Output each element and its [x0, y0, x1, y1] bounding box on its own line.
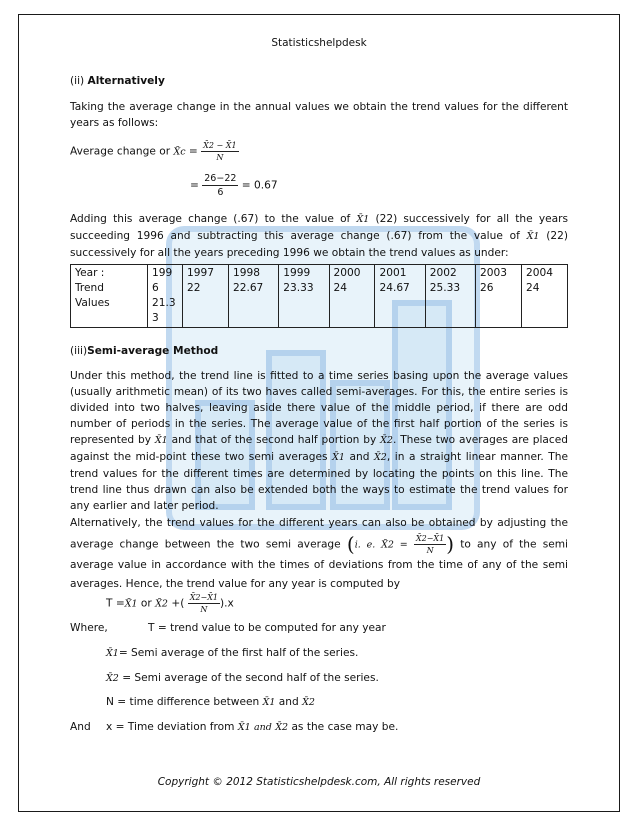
trend-formula: [106, 592, 234, 615]
x1-symbol: X̄1: [332, 452, 345, 463]
x1-symbol: X̄1: [124, 598, 138, 610]
text: or: [140, 597, 152, 610]
equals: =: [188, 145, 198, 158]
where-label: Where,: [70, 622, 108, 634]
fraction-num: X̄2−X̄1: [189, 593, 218, 602]
fraction-formula: [188, 592, 220, 615]
text: Under this method, the trend line is fitted to a time series basing upon the average values (usually arithmetic mean) of its two haves called semi-averages. For this, the entire series is divided into two halves, leaving aside there value of the middle period, if there are odd number of periods in the series. The average value of the first half portion of the series is represented by: [70, 370, 568, 446]
x2-symbol: X̄2: [302, 697, 315, 708]
text: to any of the semi average value in accordance with the times of deviations from the time of any of the semi averages. Hence, the trend value for any year is computed by: [70, 538, 569, 590]
equals: =: [190, 179, 199, 192]
section-number: (iii): [70, 345, 88, 357]
text: as the case may be.: [291, 721, 399, 733]
paragraph-semi-average: [70, 368, 568, 514]
x2-symbol: X̄2: [155, 598, 168, 610]
text: (22) successively for all the years preceding 1996 we obtain the trend values as under:: [70, 230, 569, 259]
fraction-den: N: [426, 546, 434, 555]
text: = Semi average of the second half of the series.: [122, 672, 379, 684]
text: and that of the second half portion by: [171, 434, 377, 446]
table-cell: 199 6 21.3 3: [148, 265, 183, 328]
x2-symbol: X̄2: [275, 722, 289, 733]
fraction-formula: [414, 533, 446, 556]
xc-symbol: X̄c: [173, 146, 186, 158]
fraction-den: N: [200, 605, 208, 614]
text: T =: [106, 597, 125, 610]
text: , in a straight linear manner. The trend values for the different times are determined by locating the points on this line. The trend line thus drawn can also be extended both the ways to estimate the trend values for any earlier and later period.: [70, 451, 569, 512]
text: . These two averages are placed against the mid-point these two semi averages: [70, 434, 568, 463]
x1-symbol: X̄1: [262, 697, 276, 708]
table-label-cell: Year : Trend Values: [71, 265, 148, 328]
table-cell: 2004 24: [521, 265, 567, 328]
section-title: Alternatively: [87, 75, 165, 87]
definition-x: [106, 719, 398, 736]
table-cell: 2002 25.33: [425, 265, 475, 328]
fraction-num: 26−22: [204, 173, 237, 184]
section-ii-heading: [70, 73, 165, 89]
text: = Semi average of the first half of the series.: [118, 647, 359, 659]
text: and: [278, 696, 299, 708]
page-header: Statisticshelpdesk: [271, 37, 367, 49]
table-cell: 2001 24.67: [375, 265, 425, 328]
average-change-formula: [70, 140, 370, 163]
x1-symbol: X̄1: [106, 648, 119, 659]
text: +(: [171, 597, 185, 610]
section-title: Semi-average Method: [87, 345, 219, 357]
text: N = time difference between: [106, 696, 260, 708]
text: (22) successively for all the years succeeding 1996 and subtracting this average change (.67) from the value of: [70, 213, 568, 242]
definition-x2: [106, 670, 379, 687]
x1-symbol: X̄1: [154, 435, 168, 446]
average-change-value: [190, 172, 278, 199]
text: and: [349, 451, 370, 463]
fraction-values: [202, 172, 238, 199]
where-definition: T = trend value to be computed for any year: [148, 622, 386, 634]
x1-symbol: X̄1: [356, 214, 370, 225]
paragraph-adding: [70, 211, 568, 261]
text: ).x: [219, 597, 234, 610]
x2-symbol: X̄2: [374, 452, 387, 463]
paragraph-intro: Taking the average change in the annual values we obtain the trend values for the different years as follows:: [70, 101, 568, 129]
table-cell: 1998 22.67: [228, 265, 278, 328]
text: Alternatively, the trend values for the different years can also be obtained by adjusting the average change between the two semi average: [70, 517, 568, 551]
ie-formula: i. e. X̄2 =: [354, 539, 408, 551]
table-cell: 2000 24: [329, 265, 375, 328]
section-iii-heading: [70, 343, 218, 359]
paren-close: ): [446, 532, 455, 556]
fraction-formula: [201, 140, 238, 163]
result-value: = 0.67: [241, 179, 278, 192]
fraction-den: N: [216, 153, 224, 162]
fraction-num: X̄2−X̄1: [415, 534, 445, 543]
fraction-num: X̄2 − X̄1: [203, 141, 237, 150]
and-italic: and: [254, 722, 272, 733]
fraction-den: 6: [217, 187, 224, 198]
text: Adding this average change (.67) to the value of: [70, 213, 351, 225]
section-number: (ii): [70, 75, 88, 87]
definition-x1: [106, 645, 358, 662]
paren-open: (: [346, 532, 355, 556]
table-cell: 1999 23.33: [279, 265, 329, 328]
table-cell: 2003 26: [476, 265, 522, 328]
paragraph-alternatively: [70, 514, 568, 594]
page-footer: Copyright © 2012 Statisticshelpdesk.com, All rights reserved: [157, 776, 481, 788]
trend-values-table: [70, 264, 568, 328]
text: x = Time deviation from: [106, 721, 235, 733]
definition-n: [106, 694, 315, 711]
x1-symbol: X̄1: [237, 722, 251, 733]
x2-symbol: X̄2: [380, 435, 393, 446]
avg-label: Average change or: [70, 145, 171, 158]
x1-symbol: X̄1: [526, 231, 540, 242]
table-cell: 1997 22: [183, 265, 229, 328]
x2-symbol: X̄2: [106, 673, 119, 684]
and-label: And: [70, 721, 91, 733]
table-row: [71, 265, 568, 328]
